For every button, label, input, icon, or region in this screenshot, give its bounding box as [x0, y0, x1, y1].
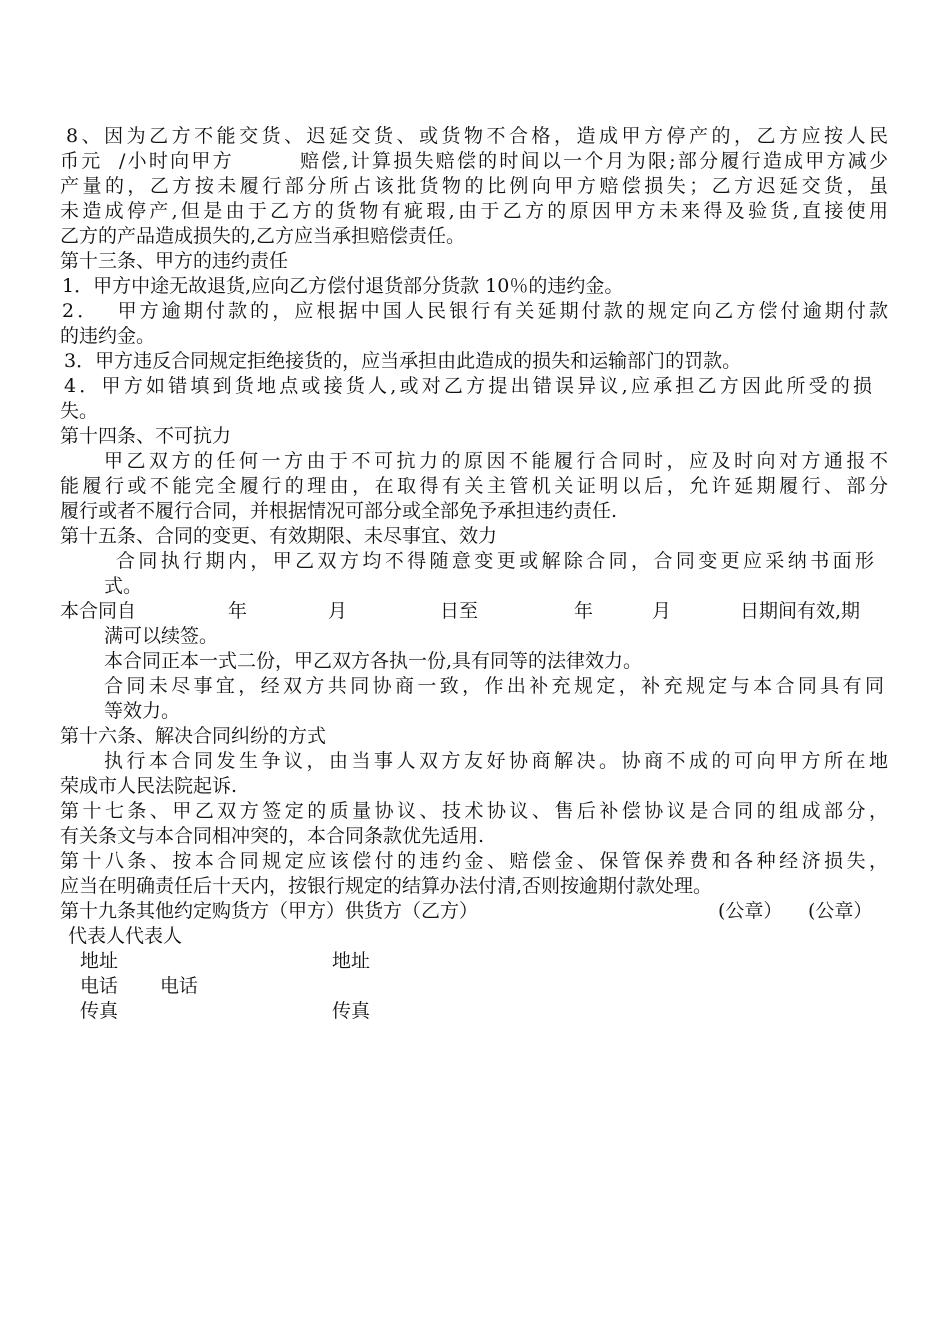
clause15-title: 第十五条、合同的变更、有效期限、未尽事宜、效力 [60, 525, 498, 547]
clause14-title: 第十四条、不可抗力 [60, 425, 232, 447]
clause13-item4-line-1: 4．甲方如错填到货地点或接货人,或对乙方提出错误异议,应承担乙方因此所受的损 [64, 375, 872, 397]
supplier-fax-label: 传真 [332, 1000, 371, 1022]
clause13-item2-line-2: 的违约金。 [60, 325, 156, 347]
clause12-item8-line-4: 未造成停产,但是由于乙方的货物有疵瑕,由于乙方的原因甲方未来得及验货,直接使用 [60, 200, 888, 222]
clause15-p4-line-2: 等效力。 [104, 700, 181, 722]
clause13-item2-line-1: 2． 甲方逾期付款的，应根据中国人民银行有关延期付款的规定向乙方偿付逾期付款 [62, 300, 888, 322]
clause16-title: 第十六条、解决合同纠纷的方式 [60, 725, 327, 747]
clause15-p4-line-1: 合同未尽事宜，经双方共同协商一致，作出补充规定，补充规定与本合同具有同 [104, 675, 884, 697]
validity-month-1: 月 [328, 600, 348, 622]
supplier-address-label: 地址 [332, 950, 371, 972]
buyer-address-label: 地址 [80, 950, 119, 972]
clause13-item3: 3．甲方违反合同规定拒绝接货的，应当承担由此造成的损失和运输部门的罚款。 [64, 350, 742, 372]
clause17-line-2: 有关条文与本合同相冲突的，本合同条款优先适用. [60, 825, 485, 847]
clause19-title: 第十九条其他约定购货方（甲方）供货方（乙方） [60, 900, 479, 922]
clause14-body-line-3: 履行或者不履行合同，并根据情况可部分或全部免予承担违约责任. [60, 500, 618, 522]
validity-year-2: 年 [574, 600, 594, 622]
validity-continuation: 满可以续签。 [104, 625, 219, 647]
clause12-item8-line-5: 乙方的产品造成损失的,乙方应当承担赔偿责任。 [60, 225, 466, 247]
clause12-item8-line-2: 币元 /小时向甲方 赔偿,计算损失赔偿的时间以一个月为限;部分履行造成甲方减少 [60, 150, 888, 172]
validity-day-to: 日至 [440, 600, 479, 622]
validity-year-1: 年 [228, 600, 248, 622]
clause15-p1-line-1: 合同执行期内，甲乙双方均不得随意变更或解除合同，合同变更应采纳书面形 [116, 550, 874, 572]
clause12-item8-line-1: 8、因为乙方不能交货、迟延交货、或货物不合格，造成甲方停产的，乙方应按人民 [66, 125, 888, 147]
seal-buyer: (公章） [718, 900, 783, 922]
clause15-p3: 本合同正本一式二份，甲乙双方各执一份,具有同等的法律效力。 [104, 650, 643, 672]
clause16-body-line-1: 执行本合同发生争议，由当事人双方友好协商解决。协商不成的可向甲方所在地 [104, 750, 888, 772]
clause13-title: 第十三条、甲方的违约责任 [60, 250, 289, 272]
clause13-item4-line-2: 失。 [60, 400, 99, 422]
validity-month-2: 月 [652, 600, 672, 622]
validity-from: 本合同自 [60, 600, 137, 622]
validity-end: 日期间有效,期 [740, 600, 861, 622]
clause14-body-line-2: 能履行或不能完全履行的理由，在取得有关主管机关证明以后，允许延期履行、部分 [60, 475, 888, 497]
clause18-line-2: 应当在明确责任后十天内，按银行规定的结算办法付清,否则按逾期付款处理。 [60, 875, 713, 897]
clause14-body-line-1: 甲乙双方的任何一方由于不可抗力的原因不能履行合同时，应及时向对方通报不 [104, 450, 888, 472]
clause12-item8-line-3: 产量的，乙方按未履行部分所占该批货物的比例向甲方赔偿损失；乙方迟延交货，虽 [60, 175, 888, 197]
clause15-p1-line-2: 式。 [104, 575, 143, 597]
clause17-line-1: 第十七条、甲乙双方签定的质量协议、技术协议、售后补偿协议是合同的组成部分， [60, 800, 888, 822]
representatives: 代表人代表人 [68, 925, 183, 947]
supplier-phone-label: 电话 [160, 975, 199, 997]
seal-supplier: (公章） [808, 900, 873, 922]
buyer-fax-label: 传真 [80, 1000, 119, 1022]
clause18-line-1: 第十八条、按本合同规定应该偿付的违约金、赔偿金、保管保养费和各种经济损失， [60, 850, 888, 872]
clause13-item1: 1．甲方中途无故退货,应向乙方偿付退货部分货款 10％的违约金。 [62, 275, 624, 297]
buyer-phone-label: 电话 [80, 975, 119, 997]
clause16-body-line-2: 荣成市人民法院起诉. [60, 775, 238, 797]
